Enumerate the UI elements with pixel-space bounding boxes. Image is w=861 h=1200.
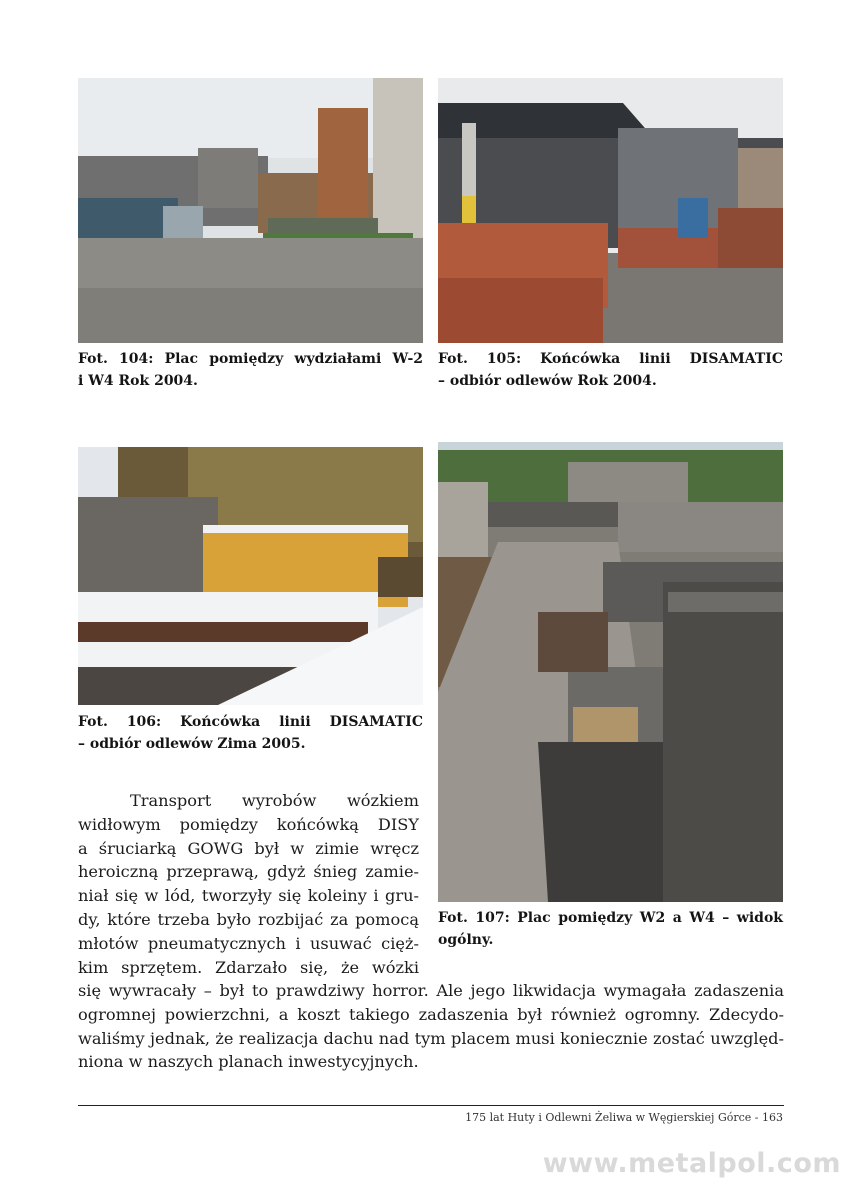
body-line: kim sprzętem. Zdarzało się, że wózki [78, 957, 419, 977]
caption-line: ogólny. [438, 932, 494, 948]
photo-105 [438, 78, 783, 343]
page-footer: 175 lat Huty i Odlewni Żeliwa w Węgierskiej Górce - 163 [465, 1111, 783, 1124]
body-line: waliśmy jednak, że realizacja dachu nad tym placem musi koniecznie zostać uwzględ- [78, 1028, 784, 1048]
caption-fot-107 [438, 907, 783, 951]
photo-106 [78, 447, 423, 705]
caption-line: Fot. 106: Końcówka linii DISAMATIC [78, 714, 423, 730]
body-line: dy, które trzeba było rozbijać za pomocą [78, 909, 419, 929]
caption-line: – odbiór odlewów Zima 2005. [78, 736, 306, 752]
body-line: niał się w lód, tworzyły się koleiny i gru- [78, 886, 419, 906]
body-line: a śruciarką GOWG był w zimie wręcz [78, 838, 419, 858]
caption-fot-105 [438, 348, 783, 392]
body-line: niona w naszych planach inwestycyjnych. [78, 1052, 419, 1072]
body-line: widłowym pomiędzy końcówką DISY [78, 814, 419, 834]
caption-line: Fot. 104: Plac pomiędzy wydziałami W-2 [78, 351, 423, 367]
photo-104 [78, 78, 423, 343]
body-line: młotów pneumatycznych i usuwać cięż- [78, 933, 419, 953]
watermark: www.metalpol.com [542, 1148, 841, 1179]
body-line: ogromnej powierzchni, a koszt takiego zadaszenia był również ogromny. Zdecydo- [78, 1004, 784, 1024]
footer-rule [78, 1105, 784, 1106]
caption-line: i W4 Rok 2004. [78, 373, 198, 389]
caption-fot-104 [78, 348, 423, 392]
caption-line: Fot. 105: Końcówka linii DISAMATIC [438, 351, 783, 367]
caption-line: Fot. 107: Plac pomiędzy W2 a W4 – widok [438, 910, 783, 926]
caption-line: – odbiór odlewów Rok 2004. [438, 373, 657, 389]
body-paragraph-wide [78, 979, 784, 1074]
body-line: się wywracały – był to prawdziwy horror. Ale jego likwidacja wymagała zadaszenia [78, 981, 784, 1000]
body-line: Transport wyrobów wózkiem [130, 791, 419, 810]
body-line: heroiczną przeprawą, gdyż śnieg zamie- [78, 862, 419, 882]
photo-107 [438, 442, 783, 902]
body-paragraph-narrow [78, 789, 419, 979]
caption-fot-106 [78, 711, 423, 755]
